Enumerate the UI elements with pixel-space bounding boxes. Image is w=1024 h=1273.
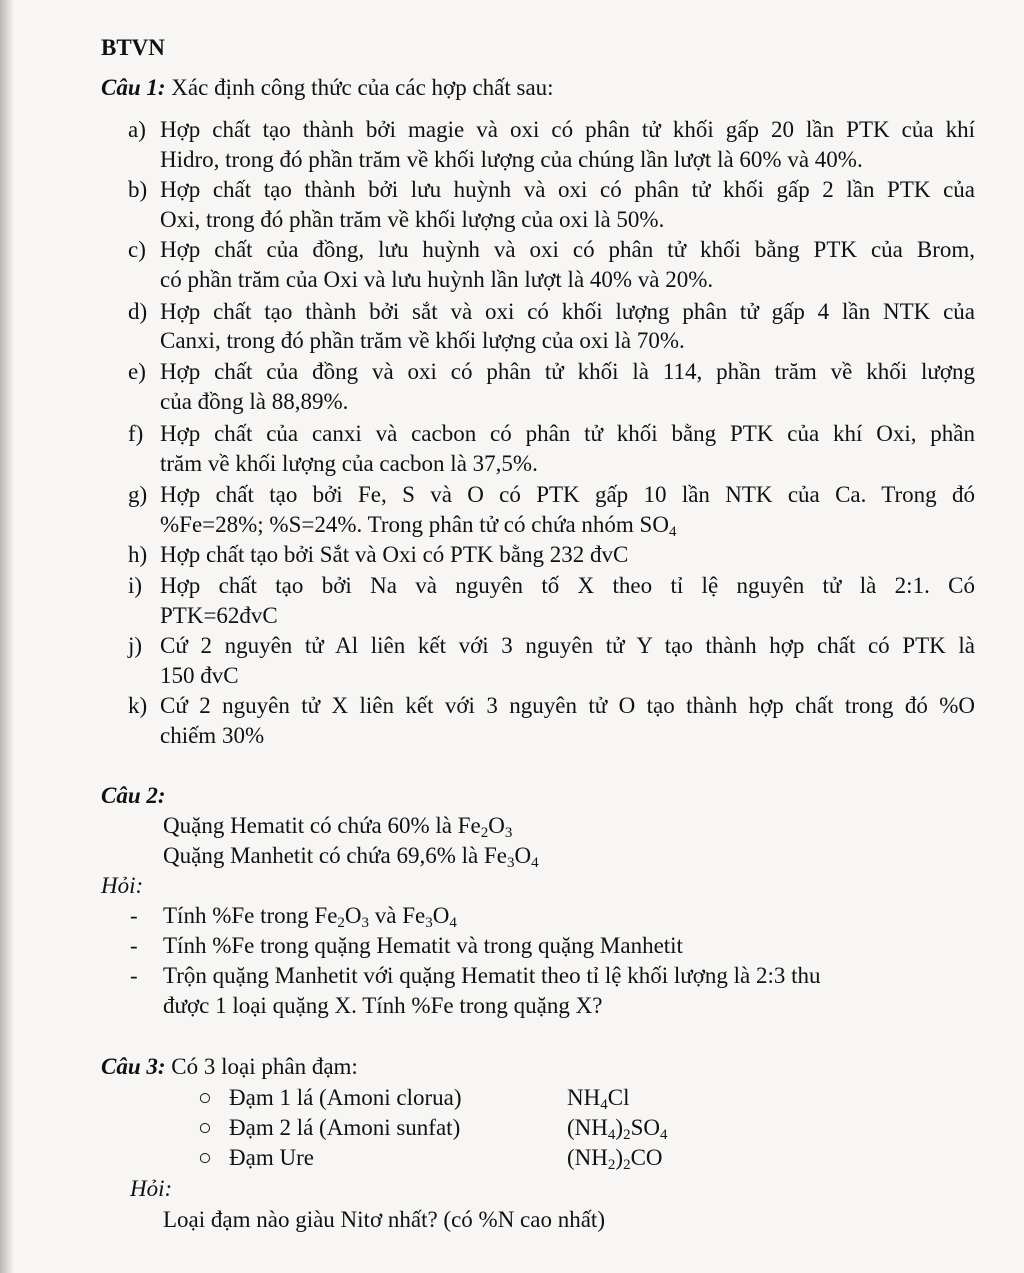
q3-header (101, 1053, 358, 1081)
q2-hematit: Quặng Hematit có chứa 60% là $Fe_2O_3$ (163, 813, 513, 841)
q1-item-c-label: c) (128, 237, 146, 262)
q1-item-k-line2: chiếm 30% (160, 723, 265, 748)
q1-item-b-label: b) (128, 177, 148, 202)
circle-bullet-icon: ○ (198, 1115, 212, 1140)
q1-item-e-line2: của đồng là 88,89%. (160, 389, 349, 414)
q3-intro: Có 3 loại phân đạm: (171, 1054, 358, 1079)
q1-intro: Xác định công thức của các hợp chất sau: (171, 75, 554, 100)
page-title: BTVN (101, 35, 165, 60)
q1-item-i-line2: PTK=62đvC (160, 603, 278, 628)
q1-item-b-line2: Oxi, trong đó phần trăm về khối lượng của oxi là 50%. (160, 207, 665, 232)
q2-manhetit: Quặng Manhetit có chứa 69,6% là $Fe_3O_4$ (163, 843, 539, 871)
formula-urea: $(NH_2)_2CO$ (567, 1145, 663, 1173)
circle-bullet-icon: ○ (198, 1085, 212, 1110)
q2-heading: Câu 2: (101, 783, 166, 808)
q1-item-i-line1: i) Hợp chất tạo bởi Na và nguyên tố X theo tỉ lệ nguyên tử là 2:1. Có (128, 573, 975, 598)
q1-item-h-label: h) (128, 542, 148, 567)
q1-heading: Câu 1: (101, 75, 166, 100)
q1-item-g-label: g) (128, 482, 148, 507)
q1-item-e-label: e) (128, 359, 146, 384)
q2-bullet-3-line1: - Trộn quặng Manhetit với quặng Hematit theo tỉ lệ khối lượng là 2:3 thu (130, 963, 821, 988)
q1-item-a-label: a) (128, 117, 146, 142)
q1-item-b-line1: b) Hợp chất tạo thành bởi lưu huỳnh và oxi có phân tử khối gấp 2 lần PTK của (128, 177, 975, 202)
dash-bullet: - (130, 963, 138, 988)
q2-ask: Hỏi: (101, 873, 144, 898)
dash-bullet: - (130, 903, 138, 928)
q3-item-2: ○ Đạm 2 lá (Amoni sunfat) $(NH_4)_2SO_4$ (198, 1115, 668, 1143)
q2-bullet-2: - Tính %Fe trong quặng Hematit và trong quặng Manhetit (130, 933, 683, 958)
q3-heading: Câu 3: (101, 1054, 166, 1079)
q1-item-f-label: f) (128, 421, 144, 446)
q1-item-c-line2: có phần trăm của Oxi và lưu huỳnh lần lượt là 40% và 20%. (160, 267, 714, 292)
q1-item-e-line1: e) Hợp chất của đồng và oxi có phân tử khối là 114, phần trăm về khối lượng (128, 359, 975, 384)
q2-bullet-1: - Tính %Fe trong $Fe_2O_3$ và $Fe_3O_4$ (130, 903, 457, 931)
q1-item-k-label: k) (128, 693, 148, 718)
q1-item-k-line1: k) Cứ 2 nguyên tử X liên kết với 3 nguyên tử O tạo thành hợp chất trong đó %O (128, 693, 975, 718)
q1-item-d-label: d) (128, 299, 148, 324)
q1-item-a-line2: Hidro, trong đó phần trăm về khối lượng của chúng lần lượt là 60% và 40%. (160, 147, 863, 172)
q1-item-i-label: i) (128, 573, 143, 598)
q1-item-f-line1: f) Hợp chất của canxi và cacbon có phân tử khối bằng PTK của khí Oxi, phần (128, 421, 975, 446)
q1-item-d-line1: d) Hợp chất tạo thành bởi sắt và oxi có khối lượng phân tử gấp 4 lần NTK của (128, 299, 975, 324)
formula-nh4-2so4: $(NH_4)_2SO_4$ (567, 1115, 668, 1143)
q1-item-j-line2: 150 đvC (160, 663, 239, 688)
dash-bullet: - (130, 933, 138, 958)
q1-item-g-line2: %Fe=28%; %S=24%. Trong phân tử có chứa nhóm $SO_4$ (160, 512, 677, 540)
q3-ask: Hỏi: (130, 1176, 173, 1201)
q1-item-f-line2: trăm về khối lượng của cacbon là 37,5%. (160, 451, 538, 476)
q1-item-g-line1: g) Hợp chất tạo bởi Fe, S và O có PTK gấp 10 lần NTK của Ca. Trong đó (128, 482, 975, 507)
q3-item-3: ○ Đạm Ure $(NH_2)_2CO$ (198, 1145, 663, 1173)
q1-item-j-line1: j) Cứ 2 nguyên tử Al liên kết với 3 nguyên tử Y tạo thành hợp chất có PTK là (128, 633, 975, 658)
q2-bullet-3-line2: được 1 loại quặng X. Tính %Fe trong quặng X? (163, 993, 603, 1018)
q1-header (101, 74, 554, 102)
q1-item-h-line1: h) Hợp chất tạo bởi Sắt và Oxi có PTK bằng 232 đvC (128, 542, 629, 567)
q1-item-d-line2: Canxi, trong đó phần trăm về khối lượng của oxi là 70%. (160, 328, 685, 353)
formula-nh4cl: $NH_4Cl$ (567, 1085, 630, 1113)
q3-item-1: ○ Đạm 1 lá (Amoni clorua) $NH_4Cl$ (198, 1085, 630, 1113)
q3-final-question: Loại đạm nào giàu Nitơ nhất? (có %N cao nhất) (163, 1207, 605, 1232)
q1-item-a-line1: a) Hợp chất tạo thành bởi magie và oxi có phân tử khối gấp 20 lần PTK của khí (128, 117, 975, 142)
circle-bullet-icon: ○ (198, 1145, 212, 1170)
q1-item-j-label: j) (128, 633, 143, 658)
q1-item-c-line1: c) Hợp chất của đồng, lưu huỳnh và oxi có phân tử khối bằng PTK của Brom, (128, 237, 975, 262)
